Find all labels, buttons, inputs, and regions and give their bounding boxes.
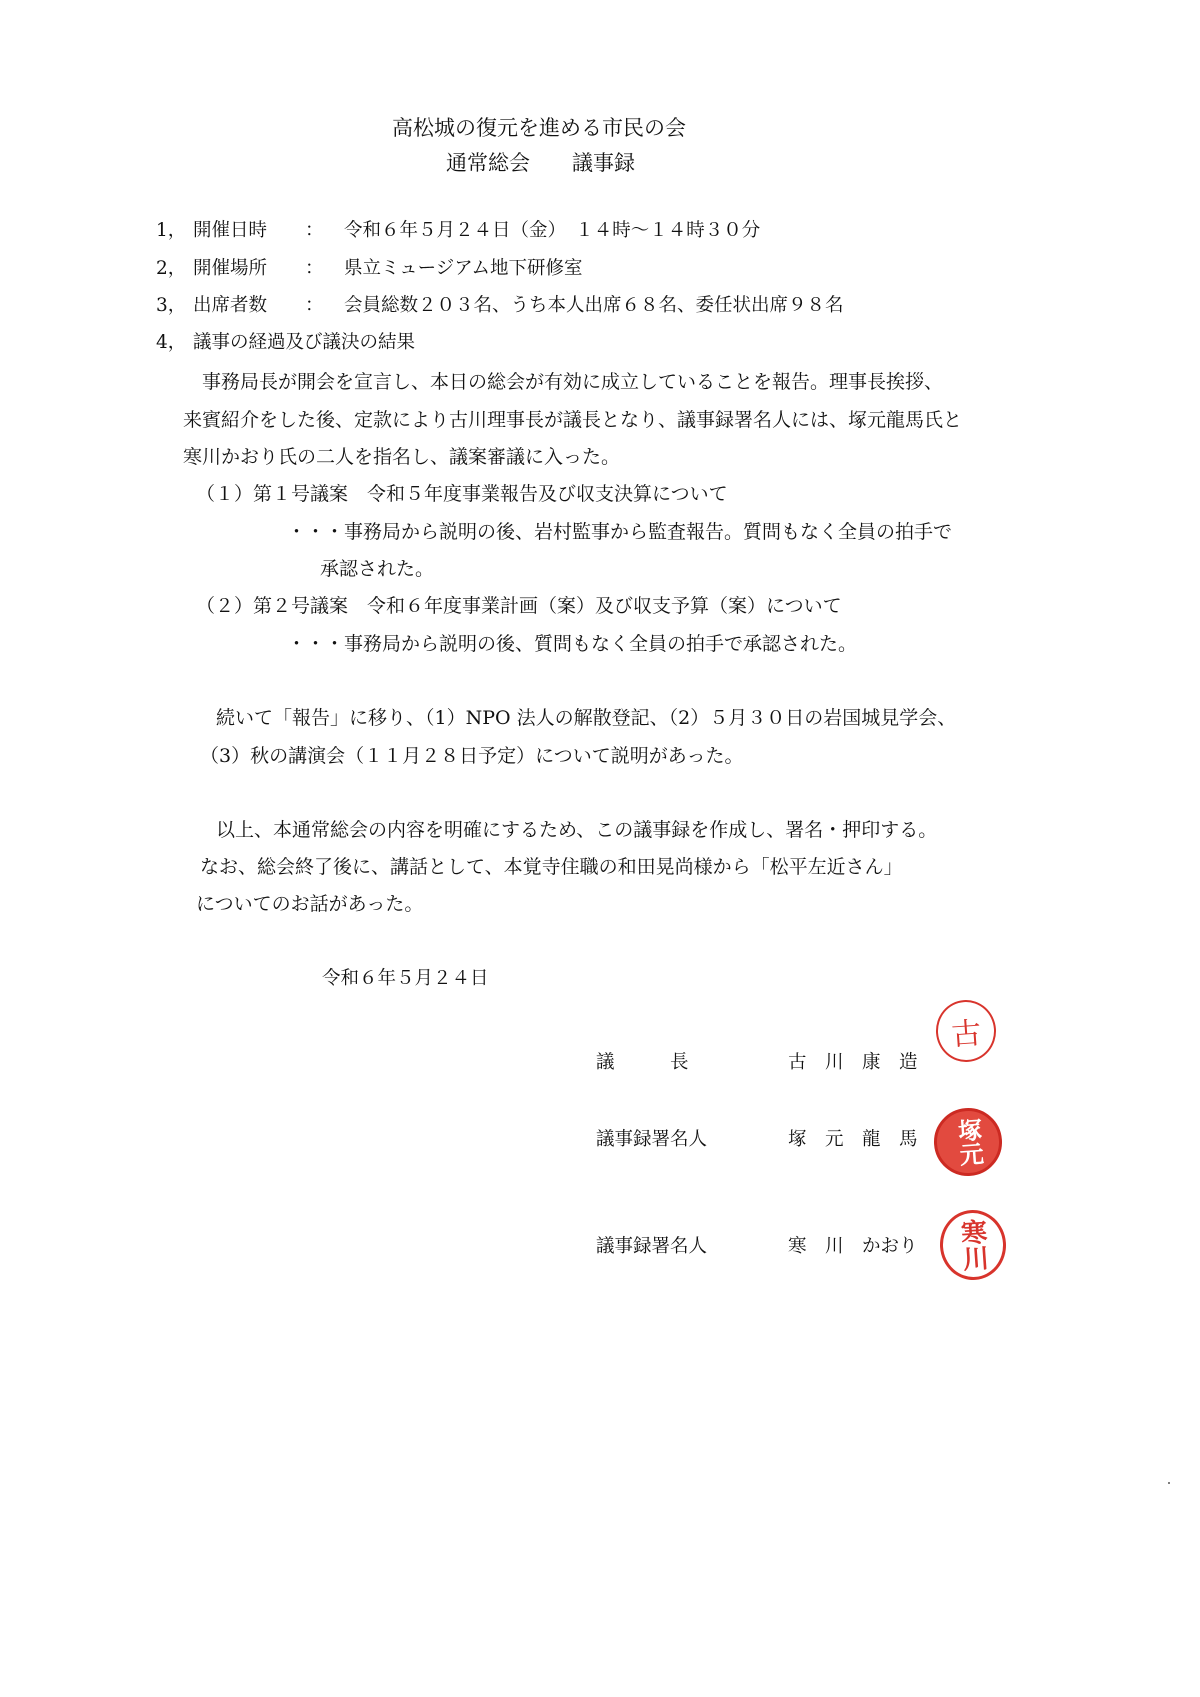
agenda-heading: （２）第２号議案 令和６年度事業計画（案）及び収支予算（案）について [196, 595, 842, 617]
item-colon: ： [305, 295, 324, 316]
signature-role: 議事録署名人 [596, 1129, 708, 1150]
paragraph-line: （3）秋の講演会（１１月２８日予定）について説明があった。 [200, 745, 744, 767]
item-number: 1， [156, 220, 187, 241]
paragraph-line: 続いて「報告」に移り、（1）NPO 法人の解散登記、（2）５月３０日の岩国城見学会、 [216, 707, 957, 729]
signing-date: 令和６年５月２４日 [322, 968, 489, 989]
agenda-heading: （１）第１号議案 令和５年度事業報告及び収支決算について [196, 483, 728, 505]
paragraph-line: なお、総会終了後に、講話として、本覚寺住職の和田晃尚様から「松平左近さん」 [200, 856, 903, 878]
meeting-datetime: 令和６年５月２４日（金） １４時～１４時３０分 [344, 220, 761, 241]
item-number: 4， [156, 332, 187, 353]
agenda-result: 承認された。 [320, 558, 435, 580]
seal-text: 古 [950, 1015, 983, 1053]
meeting-venue: 県立ミュージアム地下研修室 [344, 258, 583, 279]
document-title: 通常総会 議事録 [446, 151, 635, 175]
agenda-result: ・・・事務局から説明の後、質問もなく全員の拍手で承認された。 [287, 633, 858, 655]
item-number: 2， [156, 258, 187, 279]
item-label: 開催日時 [193, 220, 268, 241]
seal-text: 塚元 [952, 1116, 986, 1167]
seal-stamp-tsukamoto [932, 1106, 1005, 1179]
agenda-result: ・・・事務局から説明の後、岩村監事から監査報告。質問もなく全員の拍手で [287, 521, 953, 543]
paragraph-line: についてのお話があった。 [196, 893, 424, 915]
item-label: 開催場所 [193, 258, 268, 279]
seal-stamp-furukawa [934, 998, 998, 1064]
paragraph-line: 事務局長が開会を宣言し、本日の総会が有効に成立していることを報告。理事長挨拶、 [183, 371, 944, 393]
signature-name: 塚 元 龍 馬 [788, 1129, 918, 1150]
seal-text: 寒川 [955, 1218, 990, 1273]
signature-role: 議事録署名人 [596, 1236, 708, 1257]
item-label: 出席者数 [193, 295, 268, 316]
seal-stamp-samukawa [938, 1208, 1009, 1282]
item-label: 議事の経過及び議決の結果 [193, 332, 416, 353]
attendance: 会員総数２０３名、うち本人出席６８名、委任状出席９８名 [344, 295, 844, 316]
item-colon: ： [305, 258, 324, 279]
paragraph-line: 以上、本通常総会の内容を明確にするため、この議事録を作成し、署名・押印する。 [216, 819, 938, 841]
signature-name: 寒 川 かおり [788, 1236, 918, 1257]
signature-name: 古 川 康 造 [788, 1052, 918, 1073]
item-colon: ： [305, 220, 324, 241]
paragraph-line: 来賓紹介をした後、定款により古川理事長が議長となり、議事録署名人には、塚元龍馬氏と [183, 409, 963, 431]
organization-name: 高松城の復元を進める市民の会 [392, 116, 686, 140]
signature-role: 議 長 [596, 1052, 689, 1073]
item-number: 3， [156, 295, 187, 316]
scan-speck [1168, 1482, 1170, 1484]
paragraph-line: 寒川かおり氏の二人を指名し、議案審議に入った。 [183, 446, 621, 468]
